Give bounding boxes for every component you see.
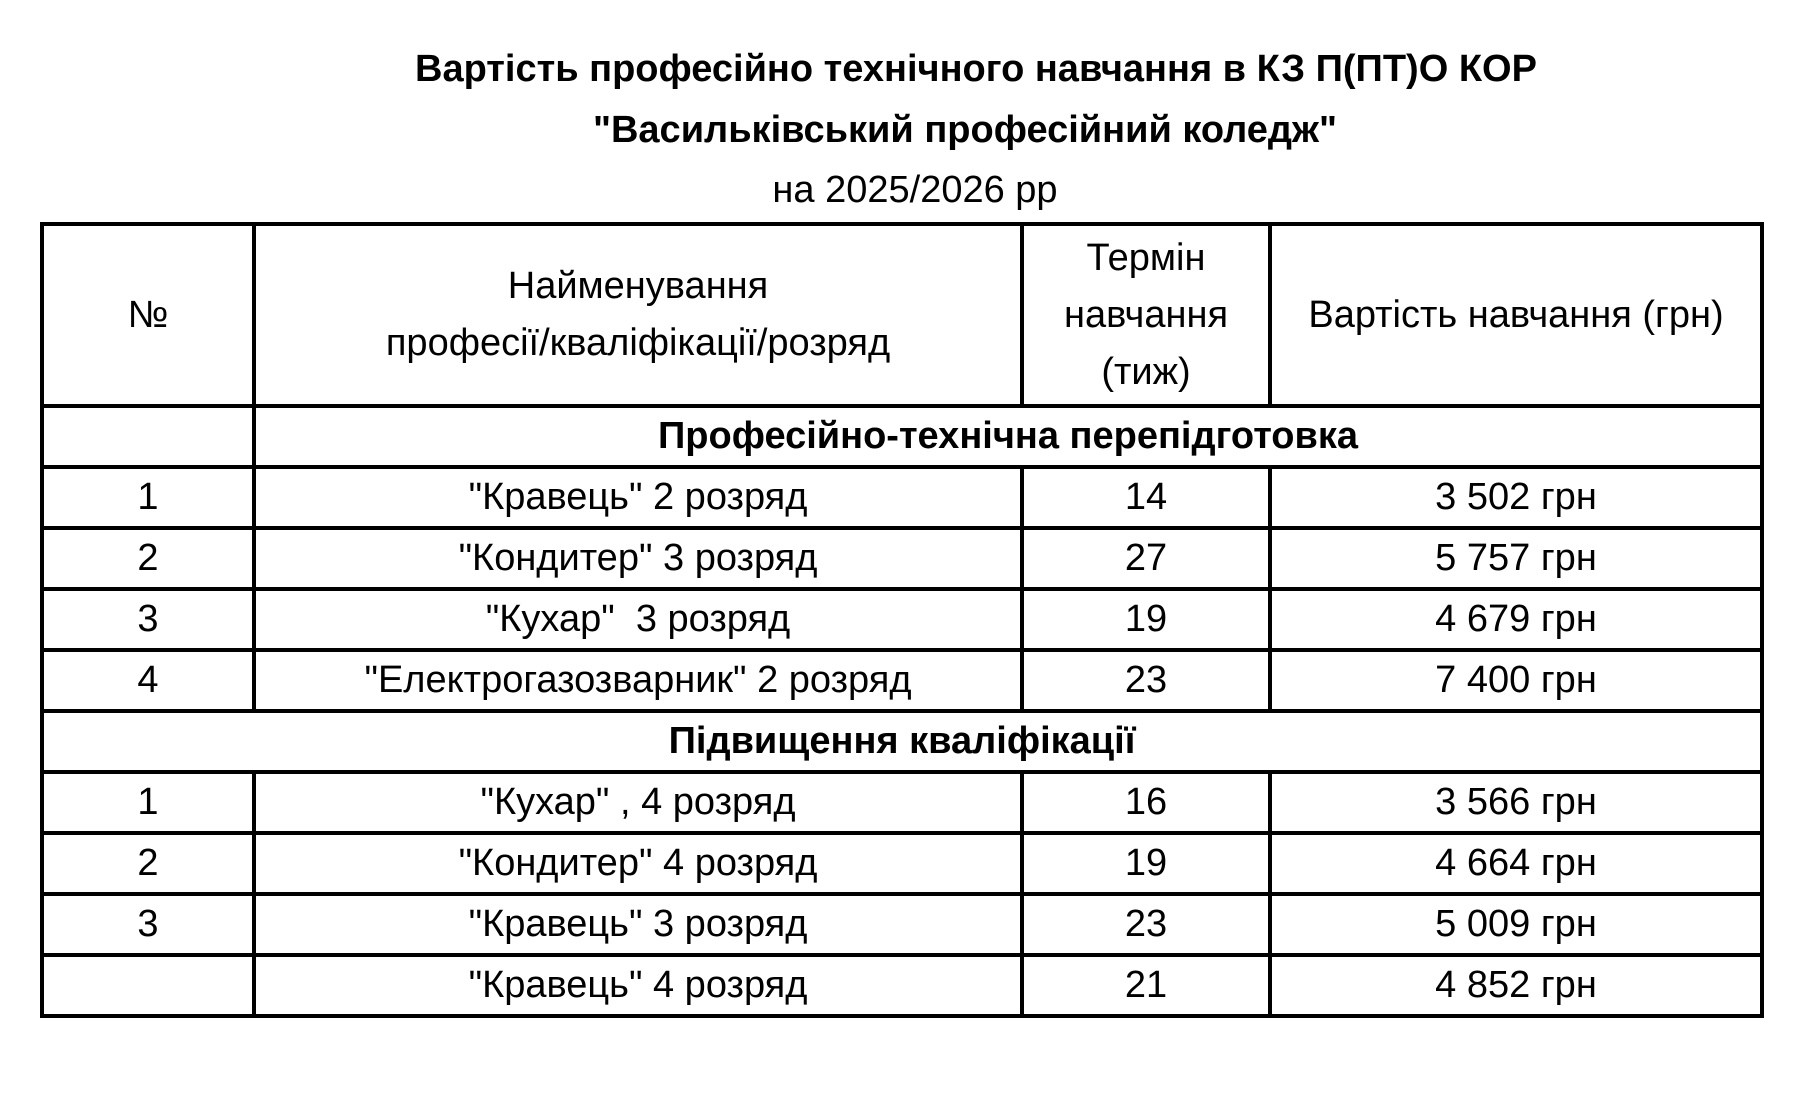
section-title: Підвищення кваліфікації: [42, 711, 1762, 772]
row-number: 2: [42, 833, 254, 894]
row-weeks: 14: [1022, 467, 1270, 528]
header-cost: Вартість навчання (грн): [1270, 224, 1762, 406]
row-cost: 3 566 грн: [1270, 772, 1762, 833]
table-row: [42, 894, 1762, 955]
row-cost: 5 009 грн: [1270, 894, 1762, 955]
tuition-cost-table: [40, 222, 1764, 1018]
table-row: [42, 650, 1762, 711]
table-row: [42, 772, 1762, 833]
header-term-line-1: Термін: [1086, 236, 1206, 279]
table-row: [42, 833, 1762, 894]
section-empty-cell: [42, 406, 254, 467]
row-number: 3: [42, 894, 254, 955]
header-number: №: [42, 224, 254, 406]
header-name: [254, 224, 1022, 406]
section-title: Професійно-технічна перепідготовка: [254, 406, 1762, 467]
header-term-line-2: навчання: [1063, 293, 1229, 336]
row-profession: "Електрогазозварник" 2 розряд: [254, 650, 1022, 711]
header-term-line-3: (тиж): [1101, 350, 1191, 393]
row-weeks: 23: [1022, 650, 1270, 711]
table-row: [42, 955, 1762, 1016]
row-weeks: 19: [1022, 833, 1270, 894]
table-header-row: [42, 224, 1762, 406]
table-row: [42, 467, 1762, 528]
row-weeks: 23: [1022, 894, 1270, 955]
document-title-line-2: "Васильківський професійний коледж": [592, 109, 1338, 151]
row-cost: 3 502 грн: [1270, 467, 1762, 528]
row-profession: "Кондитер" 4 розряд: [254, 833, 1022, 894]
row-number: 3: [42, 589, 254, 650]
row-profession: "Кравець" 3 розряд: [254, 894, 1022, 955]
document-title-line-1: Вартість професійно технічного навчання в КЗ П(ПТ)О КОР: [415, 48, 1537, 90]
row-weeks: 21: [1022, 955, 1270, 1016]
document-subtitle: на 2025/2026 рр: [772, 169, 1058, 211]
row-profession: "Кондитер" 3 розряд: [254, 528, 1022, 589]
row-cost: 4 852 грн: [1270, 955, 1762, 1016]
row-profession: "Кравець" 2 розряд: [254, 467, 1022, 528]
row-cost: 4 664 грн: [1270, 833, 1762, 894]
section-row-qualification: [42, 711, 1762, 772]
row-number: [42, 955, 254, 1016]
section-row-retraining: [42, 406, 1762, 467]
row-number: 2: [42, 528, 254, 589]
row-cost: 5 757 грн: [1270, 528, 1762, 589]
table-row: [42, 589, 1762, 650]
row-number: 1: [42, 467, 254, 528]
row-weeks: 19: [1022, 589, 1270, 650]
row-cost: 7 400 грн: [1270, 650, 1762, 711]
row-weeks: 27: [1022, 528, 1270, 589]
row-number: 1: [42, 772, 254, 833]
row-weeks: 16: [1022, 772, 1270, 833]
table-row: [42, 528, 1762, 589]
row-profession: "Кравець" 4 розряд: [254, 955, 1022, 1016]
row-cost: 4 679 грн: [1270, 589, 1762, 650]
row-profession: "Кухар" , 4 розряд: [254, 772, 1022, 833]
row-profession: "Кухар" 3 розряд: [254, 589, 1022, 650]
header-name-line-2: професії/кваліфікації/розряд: [385, 322, 891, 364]
row-number: 4: [42, 650, 254, 711]
header-term: [1022, 224, 1270, 406]
header-name-line-1: Найменування: [507, 265, 769, 307]
